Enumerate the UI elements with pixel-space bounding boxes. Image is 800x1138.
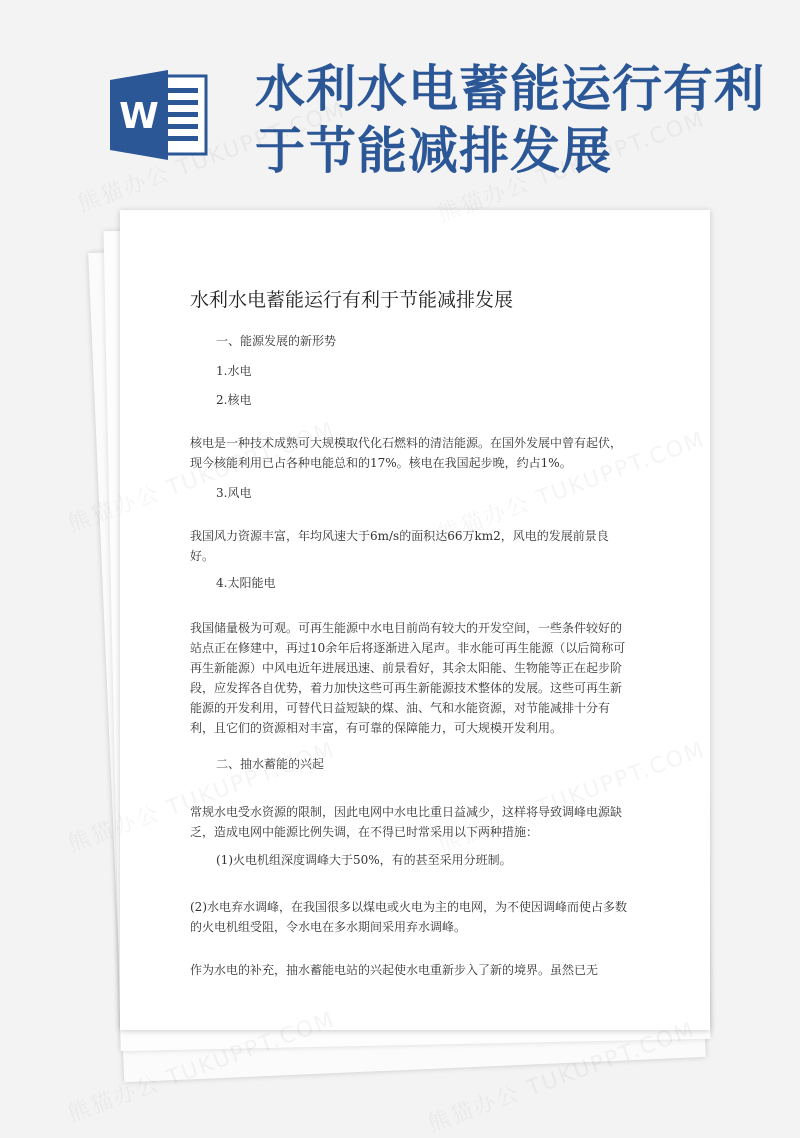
doc-title: 水利水电蓄能运行有利于节能减排发展 [190, 289, 514, 311]
paragraph: 我国储量极为可观。可再生能源中水电目前尚有较大的开发空间，一些条件较好的站点正在修建中，再过10余年后将逐渐进入尾声。非水能可再生能源（以后简称可再生新能源）中风电近年进展迅速、前景看好，其余太阳能、生物能等正在起步阶段，应发挥各自优势，着力加快这些可再生新能源技术整体的发展。这些可再生新能源的开发利用，可替代日益短缺的煤、油、气和水能资源，对节能减排十分有利，且它们的资源相对丰富，有可靠的保障能力，可大规模开发利用。 [190, 621, 626, 735]
paragraph: (2)水电弃水调峰，在我国很多以煤电或火电为主的电网，为不使因调峰而使占多数的火电机组受阻，令水电在多水期间采用弃水调峰。 [190, 900, 628, 934]
list-item: 1.水电 [216, 364, 252, 378]
word-logo [110, 70, 210, 160]
paragraph: 作为水电的补充，抽水蓄能电站的兴起使水电重新步入了新的境界。虽然已无 [190, 963, 599, 977]
list-item: 2.核电 [216, 393, 252, 407]
list-item: 4.太阳能电 [216, 576, 276, 590]
section-heading: 二、抽水蓄能的兴起 [216, 757, 325, 771]
paragraph: 我国风力资源丰富，年均风速大于6m/s的面积达66万km2，风电的发展前景良好。 [190, 529, 609, 563]
paragraph: 核电是一种技术成熟可大规模取代化石燃料的清洁能源。在国外发展中曾有起伏，现今核能利用已占各种电能总和的17%。核电在我国起步晚，约占1%。 [190, 436, 623, 470]
list-item: 3.风电 [216, 486, 252, 500]
word-document-icon [110, 70, 210, 160]
document-page [120, 210, 710, 1030]
banner-title: 水利水电蓄能运行有利于节能减排发展 [255, 60, 765, 180]
section-heading: 一、能源发展的新形势 [216, 334, 337, 348]
svg-text:W: W [119, 96, 159, 137]
paragraph: 常规水电受水资源的限制，因此电网中水电比重日益减少，这样将导致调峰电源缺乏，造成电网中能源比例失调，在不得已时常采用以下两种措施： [190, 805, 623, 839]
list-item: (1)火电机组深度调峰大于50%，有的甚至采用分班制。 [216, 853, 512, 867]
